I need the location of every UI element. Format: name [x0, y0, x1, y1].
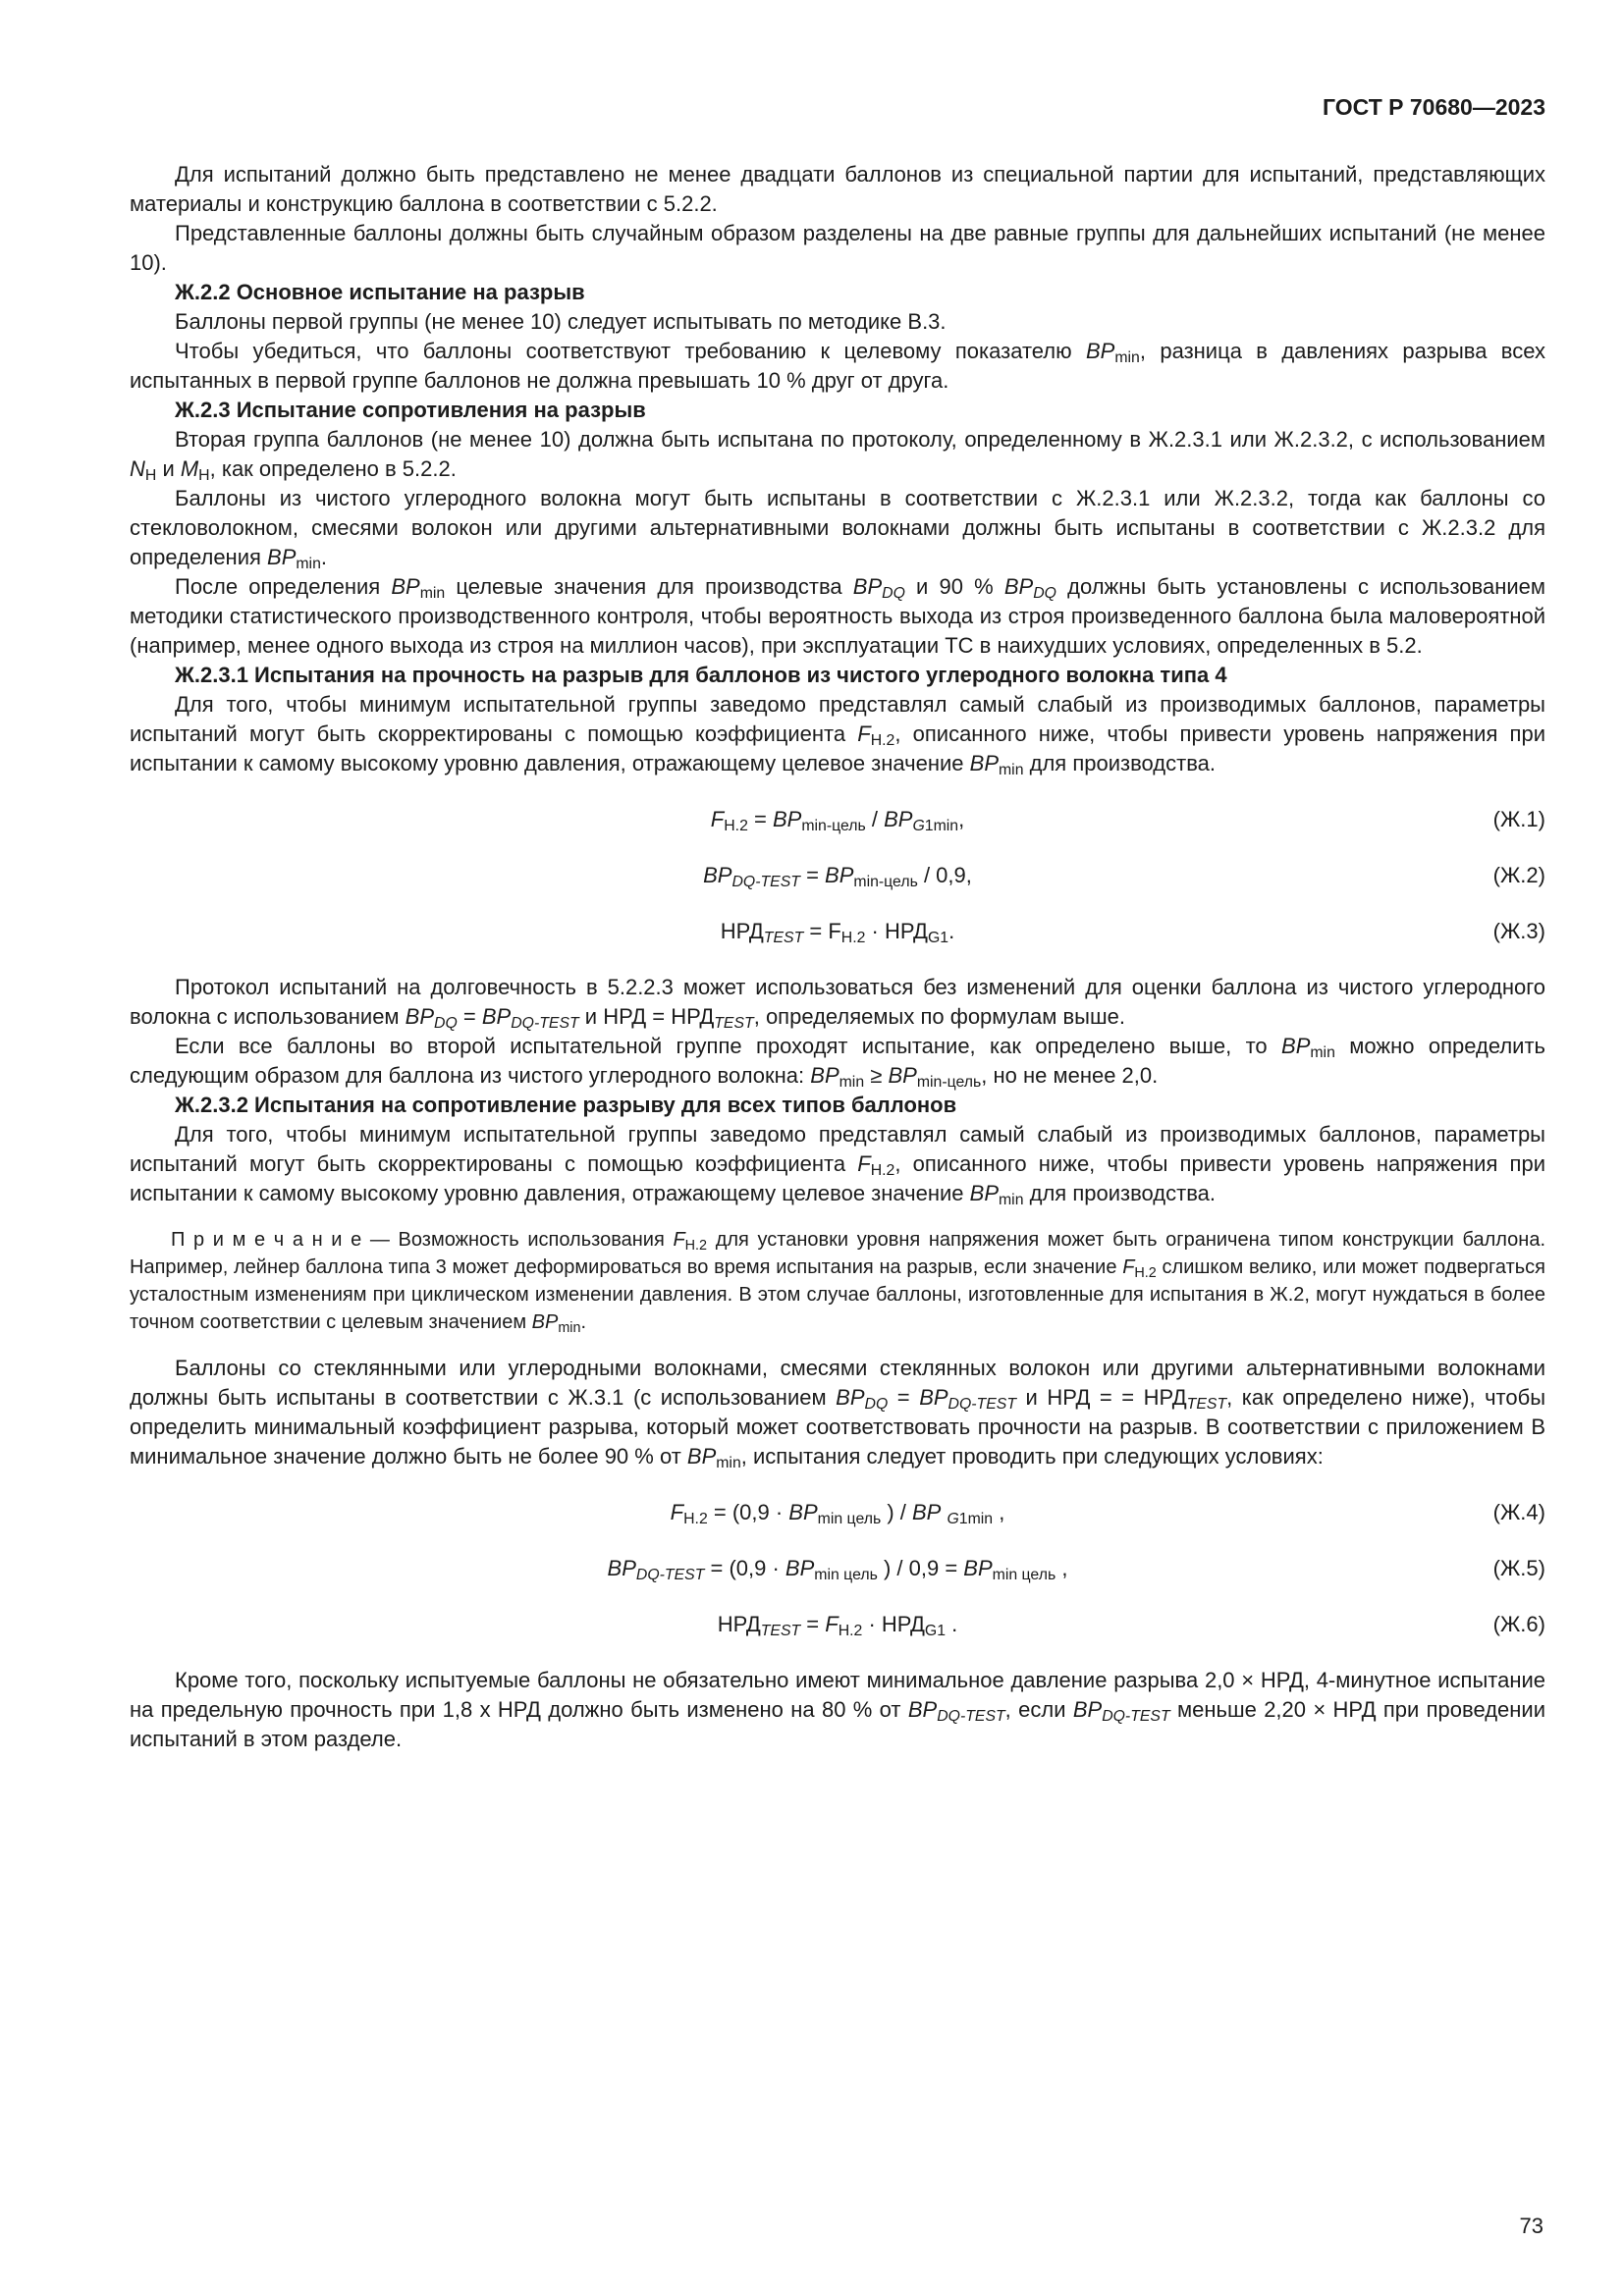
formula-number: (Ж.2): [1492, 863, 1545, 887]
paragraph: Представленные баллоны должны быть случайным образом разделены на две равные группы для дальнейших испытаний (не менее 10).: [130, 221, 1545, 275]
formula-row: [130, 805, 1545, 834]
formula-row: [130, 1498, 1545, 1527]
formula-expression: $НРД_{TEST} = F_{H.2} \cdot НРД_{G1}$.: [720, 919, 955, 947]
paragraph: Для испытаний должно быть представлено не менее двадцати баллонов из специальной партии для испытаний, представляющих материалы и конструкцию баллона в соответствии с 5.2.2.: [130, 162, 1545, 216]
section-heading: Ж.2.2 Основное испытание на разрыв: [175, 280, 585, 304]
paragraph: Для того, чтобы минимум испытательной группы заведомо представлял самый слабый из производимых баллонов, параметры испытаний могут быть скорректированы с помощью коэффициента $F_{H.2}$, описанного ниже, чтобы привести уровень напряжения при испытании к самому высокому уровню давления, отражающему целевое значение $BP_{min}$ для производства.: [130, 1122, 1545, 1209]
formula-row: [130, 861, 1545, 890]
paragraph: Баллоны первой группы (не менее 10) следует испытывать по методике В.3.: [175, 309, 947, 334]
page-number: 73: [1519, 2214, 1543, 2238]
paragraph: Протокол испытаний на долговечность в 5.2.2.3 может использоваться без изменений для оценки баллона из чистого углеродного волокна с использованием $BP_{DQ} = BP_{DQ-TEST}$ и НРД = $НРД_{TEST}$, определяемых по формулам выше.: [130, 975, 1545, 1033]
note-paragraph: П р и м е ч а н и е — Возможность использования $F_{H.2}$ для установки уровня напряжения может быть ограничена типом конструкции баллона. Например, лейнер баллона типа 3 может деформироваться во время испытания на разрыв, если значение $F_{H.2}$ слишком велико, или может подвергаться усталостным изменениям при циклическом изменении давления. В этом случае баллоны, изготовленные для испытания в Ж.2, могут нуждаться в более точном соответствии с целевым значением $BP_{min}$.: [130, 1229, 1546, 1337]
formula-expression: $BP_{DQ-TEST} = BP_{min-цель} / 0,9$,: [703, 863, 972, 891]
paragraph: Баллоны со стеклянными или углеродными волокнами, смесями стеклянных волокон или другими альтернативными волокнами должны быть испытаны в соответствии с Ж.3.1 (с использованием $BP_{DQ} = BP_{DQ-TEST}$ и НРД = = $НРД_{TEST}$, как определено ниже), чтобы определить минимальный коэффициент разрыва, который может соответствовать прочности на разрыв. В соответствии с приложением В минимальное значение должно быть не более 90 % от $BP_{min}$, испытания следует проводить при следующих условиях:: [130, 1356, 1546, 1472]
formula-expression: $BP_{DQ-TEST} = (0,9 \cdot BP_{min цель}$ ) / $0,9 = BP_{min цель}$ ,: [607, 1556, 1068, 1584]
paragraph: Если все баллоны во второй испытательной группе проходят испытание, как определено выше, то $BP_{min}$ можно определить следующим образом для баллона из чистого углеродного волокна: $BP_{min} \ge BP_{min-цель}$, но не менее 2,0.: [130, 1034, 1545, 1092]
paragraph: После определения $BP_{min}$ целевые значения для производства $BP_{DQ}$ и 90 % $BP_{DQ}$ должны быть установлены с использованием методики статистического производственного контроля, чтобы вероятность выхода из строя произведенного баллона была маловероятной (например, менее одного выхода из строя на миллион часов), при эксплуатации ТС в наихудших условиях, определенных в 5.2.: [130, 574, 1545, 658]
paragraph: Вторая группа баллонов (не менее 10) должна быть испытана по протоколу, определенному в Ж.2.3.1 или Ж.2.3.2, с использованием $N_H$ и $M_H$, как определено в 5.2.2.: [130, 427, 1545, 485]
paragraph: Баллоны из чистого углеродного волокна могут быть испытаны в соответствии с Ж.2.3.1 или Ж.2.3.2, тогда как баллоны со стекловолокном, смесями волокон или другими альтернативными волокнами должны быть испытаны в соответствии с Ж.2.3.2 для определения $BP_{min}$.: [130, 486, 1545, 573]
formula-number: (Ж.6): [1492, 1612, 1545, 1636]
formula-expression: $F_{H.2} = BP_{min-цель} / BP_{G1min}$,: [710, 807, 965, 835]
formula-number: (Ж.5): [1492, 1556, 1545, 1580]
section-heading: Ж.2.3.1 Испытания на прочность на разрыв для баллонов из чистого углеродного волокна типа 4: [175, 663, 1227, 687]
section-heading: Ж.2.3 Испытание сопротивления на разрыв: [175, 398, 646, 422]
section-heading: Ж.2.3.2 Испытания на сопротивление разрыву для всех типов баллонов: [175, 1093, 957, 1117]
paragraph: Чтобы убедиться, что баллоны соответствуют требованию к целевому показателю $BP_{min}$, разница в давлениях разрыва всех испытанных в первой группе баллонов не должна превышать 10 % друг от друга.: [130, 339, 1545, 393]
formula-row: [130, 1554, 1545, 1583]
document-content: [130, 160, 1545, 1754]
formula-number: (Ж.4): [1492, 1500, 1545, 1524]
formula-number: (Ж.3): [1492, 919, 1545, 943]
formula-expression: $F_{H.2} = (0,9 \cdot BP_{min цель}$ ) / BP $_{G1min}$ ,: [670, 1500, 1005, 1528]
formula-row: [130, 1610, 1545, 1639]
paragraph: Для того, чтобы минимум испытательной группы заведомо представлял самый слабый из производимых баллонов, параметры испытаний могут быть скорректированы с помощью коэффициента $F_{H.2}$, описанного ниже, чтобы привести уровень напряжения при испытании к самому высокому уровню давления, отражающему целевое значение $BP_{min}$ для производства.: [130, 692, 1545, 779]
formula-expression: $НРД_{TEST} = F_{H.2} \cdot НРД_{G1}$ .: [717, 1612, 958, 1640]
paragraph: Кроме того, поскольку испытуемые баллоны не обязательно имеют минимальное давление разрыва 2,0 × НРД, 4-минутное испытание на предельную прочность при 1,8 х НРД должно быть изменено на 80 % от $BP_{DQ-TEST}$, если $BP_{DQ-TEST}$ меньше 2,20 × НРД при проведении испытаний в этом разделе.: [130, 1668, 1546, 1751]
formula-row: [130, 917, 1545, 946]
formula-number: (Ж.1): [1492, 807, 1545, 831]
document-number-header: ГОСТ Р 70680—2023: [1323, 94, 1545, 120]
